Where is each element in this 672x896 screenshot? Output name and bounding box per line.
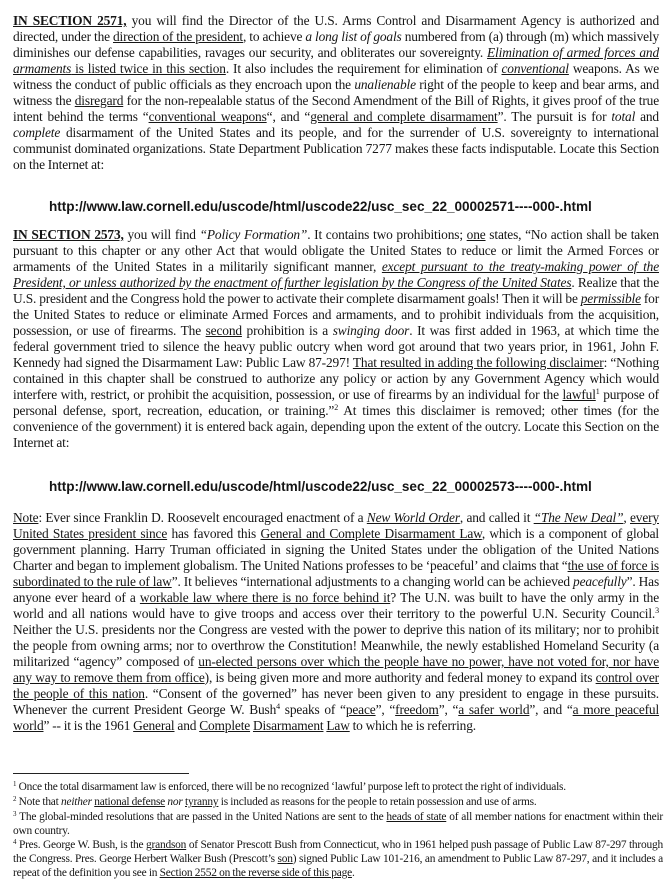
italic-text: total	[611, 109, 636, 124]
footnote-ref-3: 3	[655, 606, 659, 615]
section-2573-url: http://www.law.cornell.edu/uscode/html/uscode22/usc_sec_22_00002573----000-.html	[49, 479, 592, 494]
footnote-number: 4	[13, 838, 17, 846]
underlined-text: conventional weapons	[148, 109, 267, 124]
section-2573-paragraph	[13, 227, 659, 451]
underlined-text: is listed twice in this section	[71, 61, 226, 76]
text: prohibition is a	[241, 323, 333, 338]
note-paragraph	[13, 510, 659, 734]
text: ”. The pursuit is for	[497, 109, 612, 124]
text: you will find	[123, 227, 200, 242]
text: states, “No action shall be taken pursuant to this chapter or any other Act that would obligate the United States to reduce or limit the Armed Forces or armaments of the United States in a militarily significant manner,	[13, 227, 659, 274]
note-label: Note	[13, 510, 39, 525]
text: . It contains two prohibitions;	[307, 227, 467, 242]
italic-text: peacefully	[573, 574, 627, 589]
footnote-ref-4: 4	[276, 702, 281, 711]
text: . Realize that the U.S. president and the Congress hold the power to activate their complete disarmament goals! Then it will be	[13, 275, 659, 306]
emphasized-text: except pursuant to the treaty-making power of the President, or unless authorized by the enactment of further legislation by the Congress of the United States	[13, 259, 659, 290]
text: you will find the Director of the U.S. Arms Control and Disarmament Agency is authorized and directed, under the	[13, 13, 660, 44]
underlined-text: General	[133, 718, 175, 733]
text: for the non-repealable status of the Second Amendment of the Bill of Rights, it gives proof of the true intent behind the terms “	[13, 93, 659, 124]
text: , to achieve	[243, 29, 306, 44]
text: of all member nations for enactment within their own country.	[13, 811, 664, 837]
underlined-text: one	[466, 227, 486, 242]
text: and	[174, 718, 200, 733]
underlined-text: disregard	[74, 93, 124, 108]
text: .	[351, 867, 355, 879]
text: . It was first added in 1963, at which time the federal government tried to silence the heavy public outcry when word got around that two years prior, in 1961, John F. Kennedy had signed the Disarmament Law: Public Law 87-297!	[13, 323, 660, 370]
footnote-number: 1	[13, 780, 17, 788]
text: . “Consent of the governed” has never been given to any president to engage in these pursuits. Whenever the current President George W. Bush	[13, 686, 659, 717]
underlined-text: workable law where there is no force behind it	[139, 590, 391, 605]
text: ,	[623, 510, 630, 525]
section-2573-heading: IN SECTION 2573,	[13, 227, 124, 242]
underlined-text: second	[205, 323, 242, 338]
text: ”, “	[375, 702, 396, 717]
text: has favored this	[167, 526, 261, 541]
text: right of the people to keep and bear arms, and witness the	[13, 77, 659, 108]
underlined-text: the use of force is subordinated to the rule of law	[13, 558, 659, 589]
italic-text: nor	[167, 796, 183, 808]
text: speaks of “	[280, 702, 346, 717]
underlined-text: tyranny	[185, 796, 219, 808]
emphasized-text: “The New Deal”	[533, 510, 624, 525]
underlined-text: son	[277, 853, 293, 865]
text: The global-minded resolutions that are passed in the United Nations are sent to the	[16, 811, 387, 823]
text: ? The U.N. was built to have the only army in the world and all nations would have to give troops and access over their territory to the powerful U.N. Security Council.	[13, 590, 659, 621]
text: weapons. As we witness the conduct of public officials as they encroach upon the	[13, 61, 659, 92]
italic-text: complete	[13, 125, 61, 140]
text: is included as reasons for the people to retain possession and use of arms.	[218, 796, 537, 808]
footnote-3	[13, 810, 663, 838]
underlined-text: Section 2552 on the reverse side of this page	[159, 867, 352, 879]
text: ”, “	[438, 702, 459, 717]
italic-text: unalienable	[354, 77, 416, 92]
italic-text: swinging door	[332, 323, 410, 338]
text: ”, and “	[529, 702, 573, 717]
underlined-text: General and Complete Disarmament Law	[260, 526, 482, 541]
text: purpose of personal defense, sport, recreation, education, or training.”	[13, 387, 659, 418]
underlined-text: grandson	[146, 839, 187, 851]
underlined-text: Complete	[199, 718, 251, 733]
footnote-1	[13, 780, 663, 794]
footnote-ref-2: 2	[334, 403, 339, 412]
footnote-2	[13, 795, 663, 809]
text: ”. It believes “international adjustments to a changing world can be achieved	[171, 574, 574, 589]
emphasized-text: conventional	[501, 61, 569, 76]
emphasized-text: Elimination of armed forces and armaments	[13, 45, 659, 76]
underlined-text: direction of the president	[113, 29, 243, 44]
underlined-text: Law	[326, 718, 350, 733]
text: ” -- it is the 1961	[43, 718, 134, 733]
underlined-text: un-elected persons over which the people have no power, have not voted for, nor have any way to remove them from office	[13, 654, 659, 685]
text: to which he is referring.	[349, 718, 476, 733]
italic-text: “Policy Formation”	[199, 227, 308, 242]
text: ”. Has anyone ever heard of a	[13, 574, 660, 605]
underlined-text: heads of state	[386, 811, 447, 823]
text: , which is a component of global government planning. Harry Truman officiated in signing the United States under the obligation of the United Nations Charter and began to implement globalism. The United Nations professes to be ‘peaceful’ and claims that “	[13, 526, 659, 573]
text: , and called it	[459, 510, 534, 525]
text: : Ever since Franklin D. Roosevelt encouraged enactment of a	[38, 510, 367, 525]
text: Neither the U.S. presidents nor the Congress are vested with the power to deprive this nation of its military; nor to prohibit the people from owning arms; nor to overthrow the Constitution! Meanwhile, the newly established Homeland Security (a militarized “agency” composed of	[13, 622, 659, 669]
text: : “Nothing contained in this chapter shall be construed to authorize any policy or action by any Government Agency which would interfere with, restrict, or prohibit the acquisition, possession, or use of firearms by an individual for the	[13, 355, 659, 402]
text: disarmament of the United States and its people, and for the surrender of U.S. sovereignty to international communist dominated organizations. State Department Publication 7277 makes these facts indisputable. Locate this Section on the Internet at:	[13, 125, 659, 172]
footnote-ref-1: 1	[595, 387, 600, 396]
text: Note that	[16, 796, 61, 808]
section-2571-paragraph	[13, 13, 659, 173]
footnote-number: 3	[13, 810, 17, 818]
underlined-text: a safer world	[458, 702, 530, 717]
underlined-text: general and complete disarmament	[310, 109, 498, 124]
footnote-4	[13, 838, 663, 880]
underlined-text: peace	[345, 702, 376, 717]
text: and	[635, 109, 659, 124]
text: . It also includes the requirement for elimination of	[225, 61, 502, 76]
section-2571-heading: IN SECTION 2571,	[13, 13, 127, 28]
underlined-text: every United States president since	[13, 510, 659, 541]
italic-text: neither	[60, 796, 92, 808]
underlined-text: control over the people of this nation	[13, 670, 659, 701]
footnote-number: 2	[13, 795, 17, 803]
text: ) signed Public Law 101-216, an amendment to Public Law 87-297, and it includes a repeat of the definition you see in	[13, 853, 663, 879]
text: for the United States to reduce or eliminate Armed Forces and armaments, and to prohibit individuals from the acquisition, possession, or use of firearms. The	[13, 291, 660, 338]
text: At times this disclaimer is removed; other times (for the convenience of the government) it is entered back again, depending upon the extent of the outcry. Locate this Section on the Internet at:	[13, 403, 660, 450]
section-2571-url: http://www.law.cornell.edu/uscode/html/uscode22/usc_sec_22_00002571----000-.html	[49, 199, 592, 214]
text: numbered from (a) through (m) which massively diminishes our defense capabilities, ravages our security, and obliterates our sovereignty.	[13, 29, 660, 60]
text: ), is being given more and more authority and federal money to expand its	[204, 670, 596, 685]
text: Pres. George W. Bush, is the	[16, 839, 147, 851]
underlined-text: freedom	[395, 702, 439, 717]
text: Once the total disarmament law is enforced, there will be no recognized ‘lawful’ purpose left to protect the right of individuals.	[16, 781, 566, 793]
underlined-text: a more peaceful world	[13, 702, 660, 733]
underlined-text: That resulted in adding the following disclaimer	[352, 355, 604, 370]
footnote-separator	[13, 773, 189, 774]
emphasized-text: permissible	[580, 291, 641, 306]
underlined-text: national defense	[94, 796, 166, 808]
emphasized-text: New World Order	[366, 510, 460, 525]
underlined-text: lawful	[562, 387, 596, 402]
underlined-text: Disarmament	[252, 718, 324, 733]
text: “, and “	[266, 109, 311, 124]
text: of Senator Prescott Bush from Connecticut, who in 1961 helped push passage of Public Law 87-297 through the Congress. Pres. George Herbert Walker Bush (Prescott’s	[13, 839, 663, 865]
italic-text: a long list of goals	[305, 29, 402, 44]
